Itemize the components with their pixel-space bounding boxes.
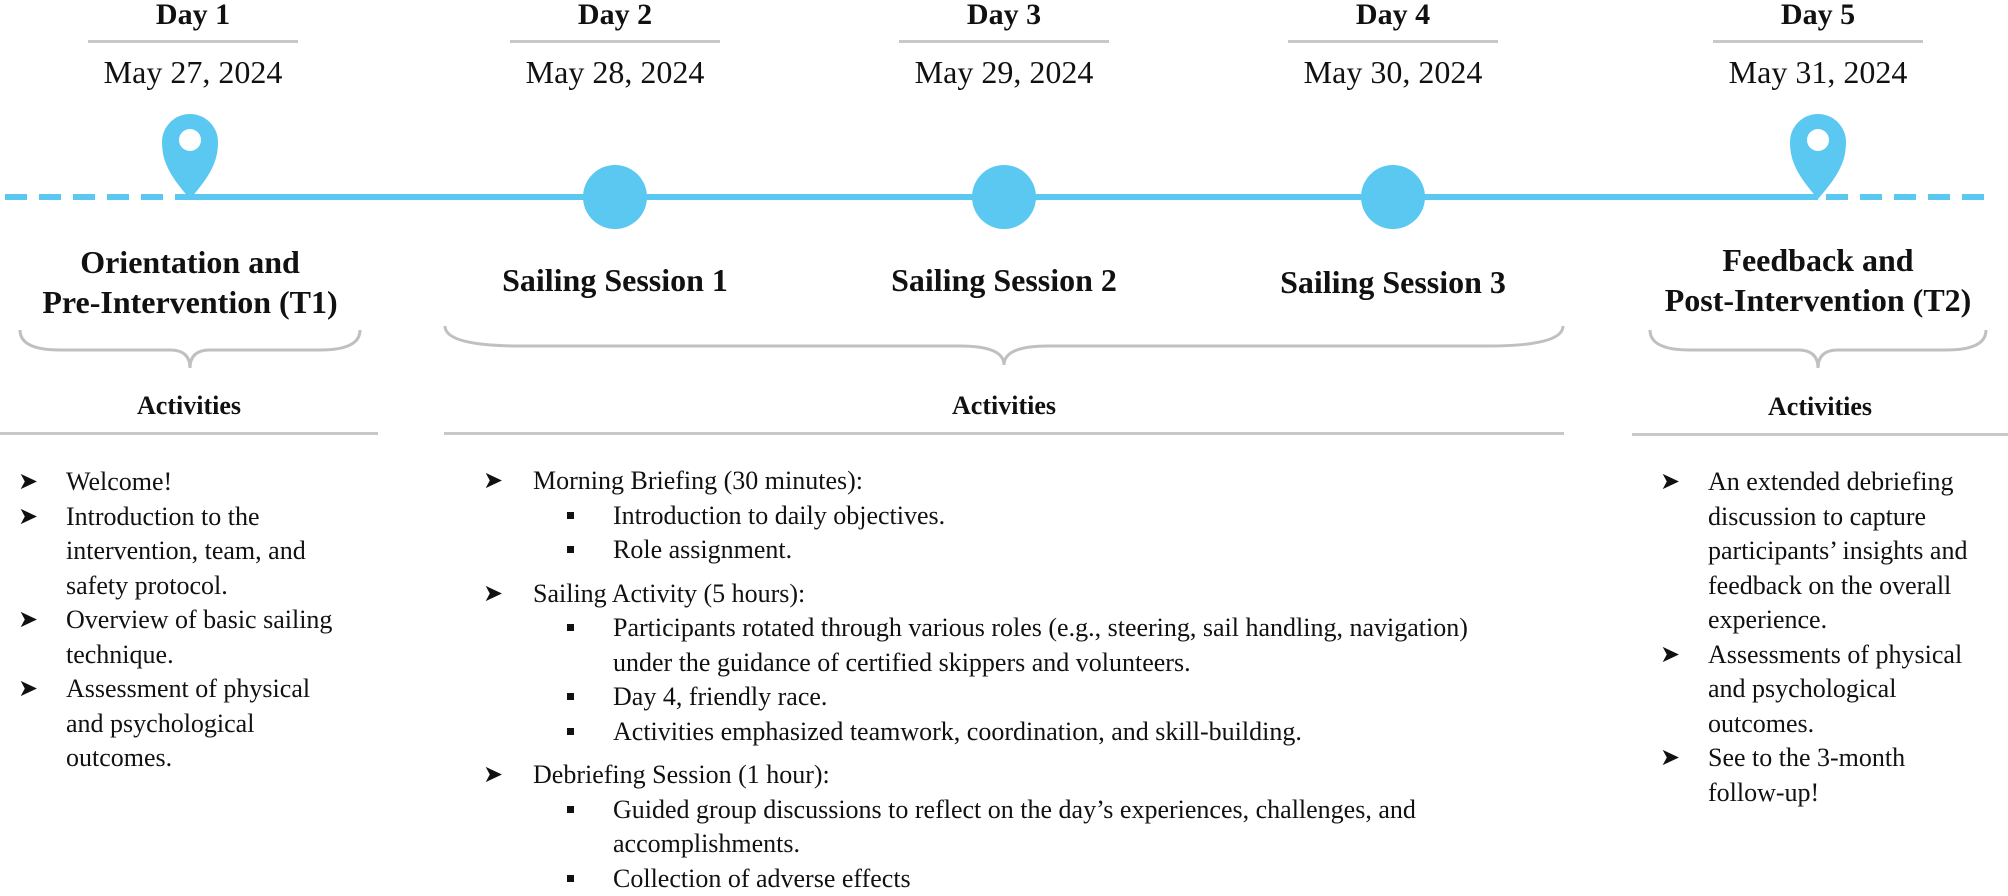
activity-list-day5 [1660,465,2008,810]
sub-item-line: Role assignment. [613,533,1593,568]
sub-list-item [483,793,1593,862]
list-item-line: outcomes. [1708,707,2008,742]
list-item [483,577,1593,612]
sub-item-line: Activities emphasized teamwork, coordination, and skill-building. [613,715,1593,750]
list-item-text: Morning Briefing (30 minutes): [533,464,1593,499]
day-header-1 [88,0,298,89]
session-title-1: Sailing Session 1 [465,260,765,300]
list-item-line: Assessment of physical [66,672,378,707]
session-title-3: Sailing Session 3 [1243,262,1543,302]
activities-label: Activities [1632,393,2008,421]
activities-heading-sessions [444,392,1564,435]
brace-sessions [445,326,1563,365]
list-item-text: Sailing Activity (5 hours): [533,577,1593,612]
list-item-line: An extended debriefing [1708,465,2008,500]
activities-rule [0,432,378,435]
square-bullet-icon [567,693,574,700]
list-item-line: and psychological [66,707,378,742]
list-item [18,603,378,672]
list-item-line: See to the 3-month [1708,741,2008,776]
phase-title-line: Pre-Intervention (T1) [0,282,380,322]
day-date: May 28, 2024 [510,55,720,89]
activity-list-day1 [18,465,378,776]
phase-title-line: Post-Intervention (T2) [1628,280,2008,320]
arrow-bullet-icon: ➤ [18,465,38,500]
arrow-bullet-icon: ➤ [18,672,38,707]
list-item [18,465,378,500]
list-item-line: technique. [66,638,378,673]
sub-item-line: Participants rotated through various roles (e.g., steering, sail handling, navigation) [613,611,1593,646]
sub-item-line: under the guidance of certified skippers and volunteers. [613,646,1593,681]
arrow-bullet-icon: ➤ [483,758,503,793]
list-item [18,500,378,604]
day-date: May 29, 2024 [899,55,1109,89]
session-title-2: Sailing Session 2 [854,260,1154,300]
list-item-line: and psychological [1708,672,2008,707]
list-item-line: Introduction to the [66,500,378,535]
square-bullet-icon [567,806,574,813]
list-item [483,464,1593,499]
arrow-bullet-icon: ➤ [18,603,38,638]
square-bullet-icon [567,728,574,735]
sub-item-line: Introduction to daily objectives. [613,499,1593,534]
square-bullet-icon [567,512,574,519]
circle-node-icon [583,165,647,229]
list-item-line: safety protocol. [66,569,378,604]
sub-list-item [483,680,1593,715]
circle-node-icon [1361,165,1425,229]
day-underline [510,40,720,43]
list-item-line: Welcome! [66,465,378,500]
sub-item-line: accomplishments. [613,827,1593,862]
list-item [1660,638,2008,742]
brace-day5 [1650,330,1986,368]
activities-rule [444,432,1564,435]
list-item-line: feedback on the overall [1708,569,2008,604]
sub-list-item [483,715,1593,750]
phase-title-day1 [0,242,380,322]
day-date: May 30, 2024 [1288,55,1498,89]
activities-heading-day1 [0,392,378,435]
list-item-line: Overview of basic sailing [66,603,378,638]
list-item-line: follow-up! [1708,776,2008,811]
phase-title-line: Orientation and [0,242,380,282]
day-header-2 [510,0,720,89]
sub-item-line: Day 4, friendly race. [613,680,1593,715]
list-item [18,672,378,776]
arrow-bullet-icon: ➤ [1660,741,1680,776]
day-label: Day 1 [88,0,298,30]
day-label: Day 5 [1713,0,1923,30]
activities-label: Activities [444,392,1564,420]
day-header-4 [1288,0,1498,89]
activities-rule [1632,433,2008,436]
list-item [1660,465,2008,638]
list-item-text: Debriefing Session (1 hour): [533,758,1593,793]
square-bullet-icon [567,546,574,553]
sub-list-item [483,862,1593,896]
arrow-bullet-icon: ➤ [18,500,38,535]
arrow-bullet-icon: ➤ [1660,638,1680,673]
list-item [1660,741,2008,810]
circle-node-icon [972,165,1036,229]
square-bullet-icon [567,624,574,631]
day-underline [899,40,1109,43]
activities-heading-day5 [1632,393,2008,436]
list-item-line: Assessments of physical [1708,638,2008,673]
day-date: May 27, 2024 [88,55,298,89]
day-label: Day 4 [1288,0,1498,30]
location-pin-icon [1790,114,1846,199]
activity-list-sessions [483,464,1593,896]
activities-label: Activities [0,392,378,420]
day-underline [1713,40,1923,43]
list-item-line: participants’ insights and [1708,534,2008,569]
arrow-bullet-icon: ➤ [483,464,503,499]
sub-list-item [483,533,1593,568]
day-label: Day 2 [510,0,720,30]
day-underline [1288,40,1498,43]
list-item [483,758,1593,793]
phase-title-line: Feedback and [1628,240,2008,280]
brace-day1 [20,330,360,368]
arrow-bullet-icon: ➤ [483,577,503,612]
day-date: May 31, 2024 [1713,55,1923,89]
list-item-line: outcomes. [66,741,378,776]
sub-list-item [483,499,1593,534]
square-bullet-icon [567,875,574,882]
list-item-line: discussion to capture [1708,500,2008,535]
phase-title-day5 [1628,240,2008,320]
sub-list-item [483,611,1593,680]
sub-item-line: Collection of adverse effects [613,862,1593,896]
list-item-line: intervention, team, and [66,534,378,569]
list-item-line: experience. [1708,603,2008,638]
arrow-bullet-icon: ➤ [1660,465,1680,500]
location-pin-icon [162,114,218,199]
day-header-5 [1713,0,1923,89]
day-header-3 [899,0,1109,89]
sub-item-line: Guided group discussions to reflect on the day’s experiences, challenges, and [613,793,1593,828]
day-underline [88,40,298,43]
day-label: Day 3 [899,0,1109,30]
